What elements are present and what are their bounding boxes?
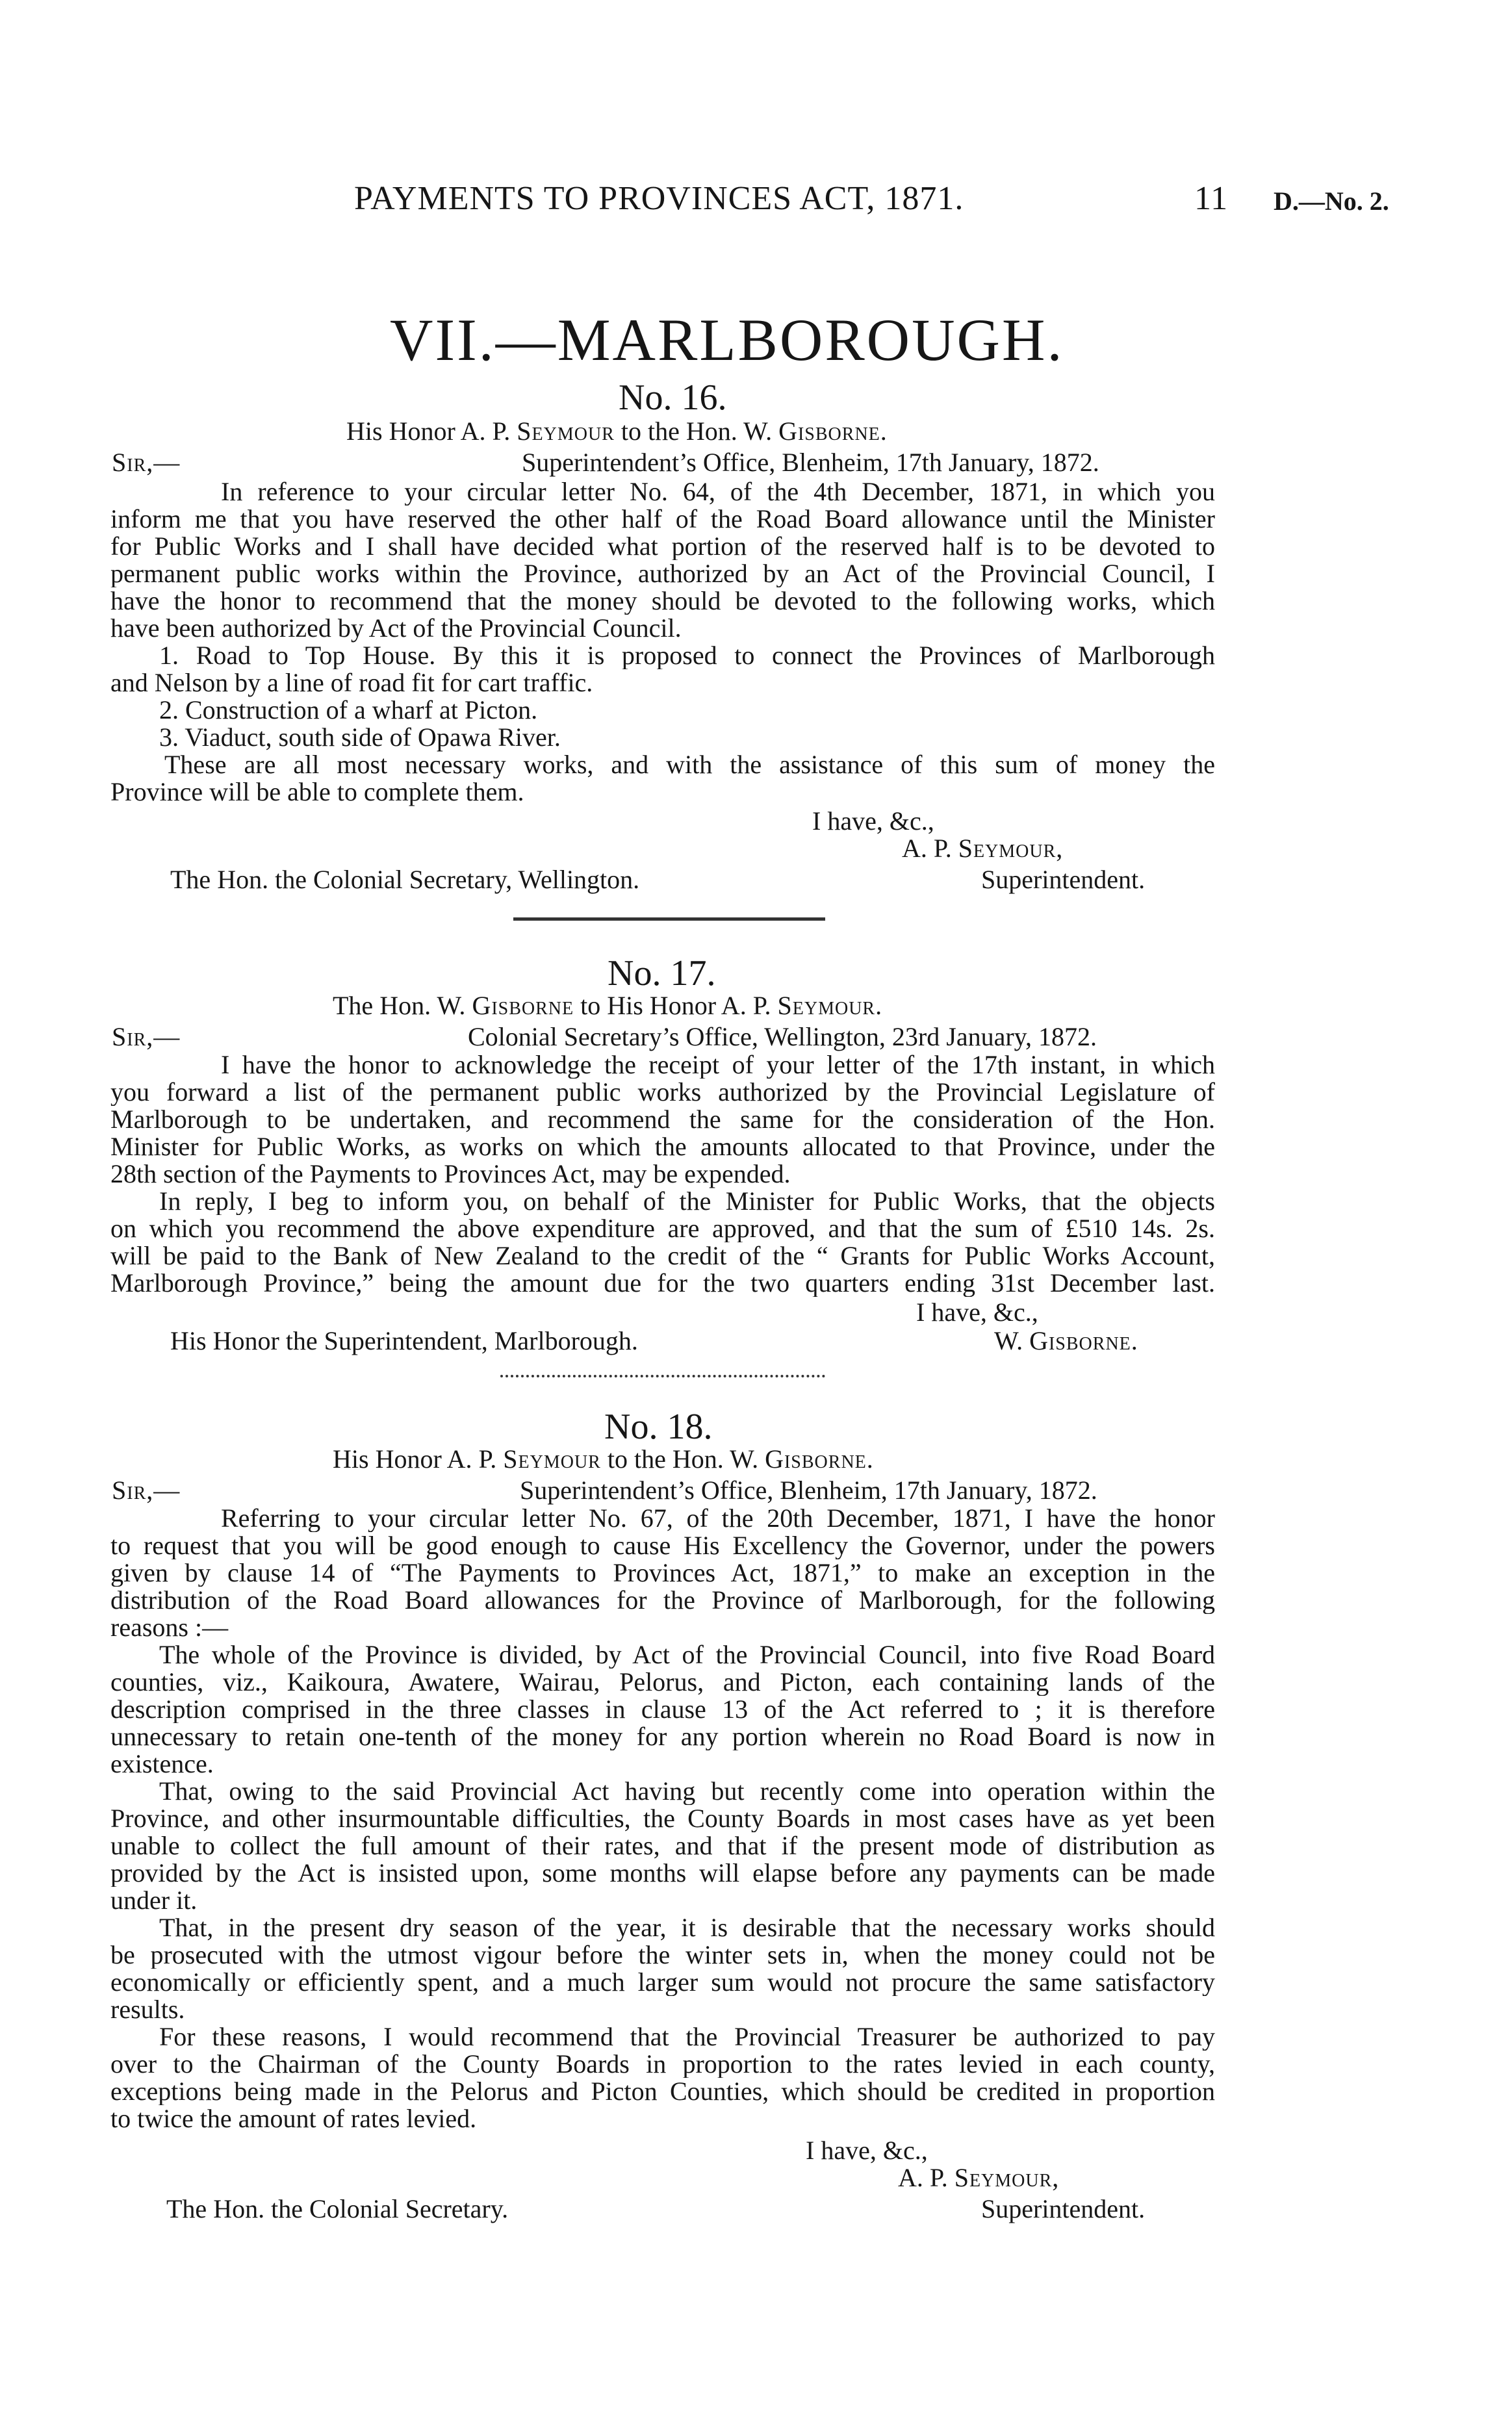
body-line: In reply, I beg to inform you, on behalf of the Minister for Public Works, that the objects [159,1188,1215,1215]
body-line: results. [110,1995,185,2024]
body-line: be prosecuted with the utmost vigour before the winter sets in, when the money could not be [110,1941,1215,1969]
body-line: under it. [110,1886,198,1915]
body-line: permanent public works within the Province, authorized by an Act of the Provincial Council, I [110,560,1215,587]
salutation: Sir,— [112,1476,181,1505]
body-line: exceptions being made in the Pelorus and Picton Counties, which should be credited in proportion [110,2078,1215,2105]
body-line: on which you recommend the above expenditure are approved, and that the sum of £510 14s. 2s. [110,1215,1215,1242]
body-line: distribution of the Road Board allowances for the Province of Marlborough, for the following [110,1587,1215,1614]
body-line: The whole of the Province is divided, by Act of the Provincial Council, into five Road Board [159,1641,1215,1669]
section-divider [513,917,825,921]
body-line: to request that you will be good enough to cause His Excellency the Governor, under the powers [110,1532,1215,1559]
body-line: unnecessary to retain one-tenth of the money for any portion wherein no Road Board is now in [110,1723,1215,1750]
dateline: Superintendent’s Office, Blenheim, 17th January, 1872. [520,1476,1097,1505]
body-line: 2. Construction of a wharf at Picton. [159,695,538,724]
body-line: That, in the present dry season of the year, it is desirable that the necessary works should [159,1914,1215,1941]
body-line: Marlborough to be undertaken, and recommend the same for the consideration of the Hon. [110,1106,1215,1133]
addressee: His Honor the Superintendent, Marlborough. [170,1326,638,1355]
body-line: will be paid to the Bank of New Zealand to the credit of the “ Grants for Public Works Account, [110,1242,1215,1270]
page-number: 11 [1194,180,1229,217]
salutation: Sir,— [112,448,181,477]
body-line: Province, and other insurmountable difficulties, the County Boards in most cases have as yet been [110,1805,1215,1832]
letter-from-to: His Honor A. P. Seymour to the Hon. W. Gisborne. [346,416,887,446]
body-line: I have the honor to acknowledge the receipt of your letter of the 17th instant, in which [221,1051,1215,1079]
letter-number: No. 17. [608,953,716,993]
body-line: 1. Road to Top House. By this it is proposed to connect the Provinces of Marlborough [159,642,1215,669]
running-header-title: PAYMENTS TO PROVINCES ACT, 1871. [354,180,964,217]
dateline: Superintendent’s Office, Blenheim, 17th January, 1872. [522,448,1099,477]
body-line: reasons :— [110,1613,229,1642]
signer-title: Superintendent. [981,865,1146,894]
body-line: and Nelson by a line of road fit for cart traffic. [110,668,593,697]
body-line: 28th section of the Payments to Provinces Act, may be expended. [110,1159,791,1188]
body-line: These are all most necessary works, and with the assistance of this sum of money the [164,751,1215,778]
signature: A. P. Seymour, [898,2163,1059,2192]
letter-number: No. 16. [619,377,727,418]
closing: I have, &c., [916,1298,1038,1327]
section-title: VII.—MARLBOROUGH. [390,307,1064,373]
signature: A. P. Seymour, [902,834,1063,863]
body-line: counties, viz., Kaikoura, Awatere, Wairau, Pelorus, and Picton, each containing lands of the [110,1669,1215,1696]
closing: I have, &c., [812,806,934,836]
body-line: provided by the Act is insisted upon, some months will elapse before any payments can be made [110,1860,1215,1887]
body-line: over to the Chairman of the County Boards in proportion to the rates levied in each county, [110,2051,1215,2078]
body-line: Minister for Public Works, as works on which the amounts allocated to that Province, under the [110,1133,1215,1160]
body-line: to twice the amount of rates levied. [110,2104,477,2133]
body-line: description comprised in the three classes in clause 13 of the Act referred to ; it is therefore [110,1696,1215,1723]
body-line: inform me that you have reserved the other half of the Road Board allowance until the Minister [110,505,1215,533]
body-line: existence. [110,1749,214,1778]
signer-title: Superintendent. [981,2194,1146,2223]
letter-from-to: His Honor A. P. Seymour to the Hon. W. Gisborne. [333,1444,873,1474]
letter-from-to: The Hon. W. Gisborne to His Honor A. P. Seymour. [333,991,882,1020]
body-line: have the honor to recommend that the money should be devoted to the following works, which [110,587,1215,615]
dateline: Colonial Secretary’s Office, Wellington, 23rd January, 1872. [468,1022,1097,1051]
body-line: That, owing to the said Provincial Act having but recently come into operation within the [159,1778,1215,1805]
body-line: have been authorized by Act of the Provincial Council. [110,613,682,643]
body-line: for Public Works and I shall have decided what portion of the reserved half is to be devoted to [110,533,1215,560]
body-line: given by clause 14 of “The Payments to Provinces Act, 1871,” to make an exception in the [110,1559,1215,1587]
body-line: 3. Viaduct, south side of Opawa River. [159,723,561,752]
body-line: Province will be able to complete them. [110,777,524,806]
body-line: For these reasons, I would recommend that the Provincial Treasurer be authorized to pay [159,2023,1215,2051]
body-line: In reference to your circular letter No. 64, of the 4th December, 1871, in which you [221,478,1215,505]
addressee: The Hon. the Colonial Secretary, Wellington. [170,865,640,894]
document-reference: D.—No. 2. [1274,186,1389,216]
body-line: economically or efficiently spent, and a much larger sum would not procure the same satisfactory [110,1969,1215,1996]
letter-number: No. 18. [604,1407,713,1447]
body-line: Marlborough Province,” being the amount due for the two quarters ending 31st December last. [110,1270,1215,1297]
section-divider [500,1375,825,1377]
body-line: you forward a list of the permanent public works authorized by the Provincial Legislature of [110,1079,1215,1106]
addressee: The Hon. the Colonial Secretary. [166,2194,509,2223]
closing: I have, &c., [806,2136,928,2165]
body-line: Referring to your circular letter No. 67, of the 20th December, 1871, I have the honor [221,1505,1215,1532]
signature: W. Gisborne. [994,1326,1138,1355]
body-line: unable to collect the full amount of their rates, and that if the present mode of distribution as [110,1832,1215,1860]
salutation: Sir,— [112,1022,181,1051]
